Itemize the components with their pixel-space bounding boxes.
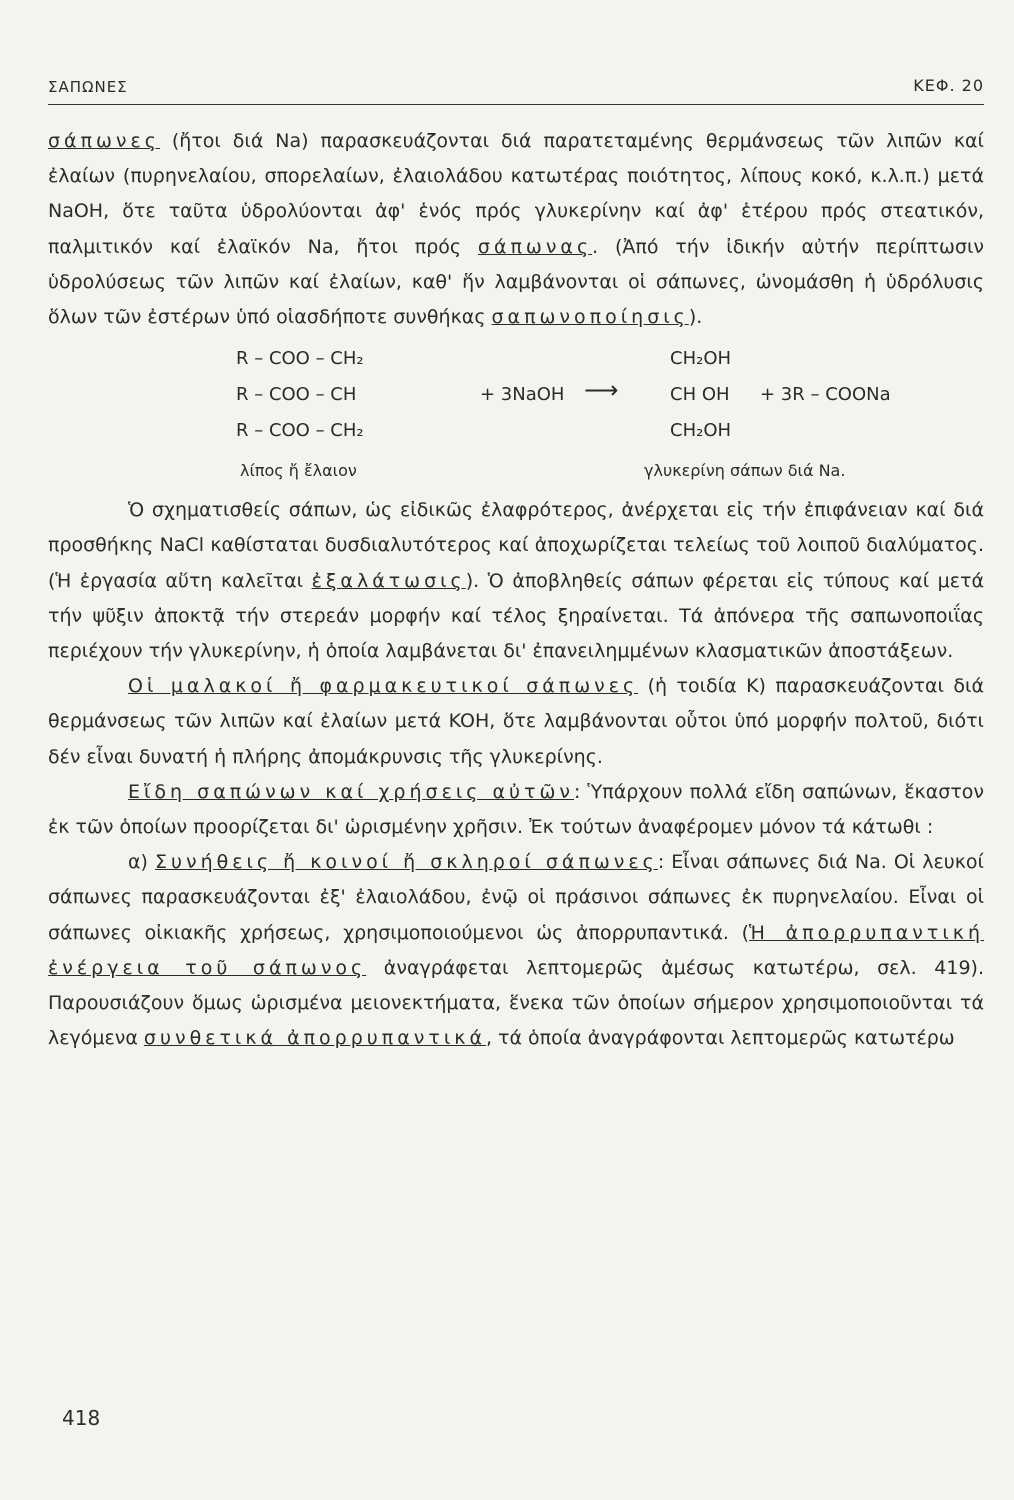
- paragraph-text: : Ὑπάρχουν πολλά εἴδη σαπώνων, ἕκαστον ἐκ τῶν ὁποίων προορίζεται δι' ὡρισμένην χρῆσιν. Ἐκ τούτων ἀναφέρομεν μόνον τά κάτωθι :: [48, 780, 984, 839]
- paragraph-text: (ἤτοι διά Na) παρασκευάζονται διά παρατεταμένης θερμάνσεως τῶν λιπῶν καί ἐλαίων (πυρηνελαίου, σπορελαίων, ἐλαιολάδου κατωτέρας ποιότητος, λίπους κοκό, κ.λ.π.) μετά NaOH, ὅτε ταῦτα ὑδρολύονται ἀφ' ἑνός πρός γλυκερίνην καί ἀφ' ἑτέρου πρός στεατικόν, παλμιτικόν καί ἐλαϊκόν Na, ἤτοι πρός: [48, 130, 984, 258]
- page-number: 418: [62, 1406, 101, 1430]
- paragraph-salting-out: [48, 493, 984, 669]
- term-salting-out: ἐξαλάτωσις: [311, 569, 466, 592]
- term-soaps: σάπωνες: [48, 130, 160, 152]
- term-hard-soaps: Συνήθεις ἤ κοινοί ἤ σκληροί σάπωνες: [154, 851, 658, 874]
- term-soft-soaps: Οἱ μαλακοί ἤ φαρμακευτικοί σάπωνες: [128, 675, 639, 698]
- saponification-reaction: [48, 337, 984, 489]
- paragraph-text: ἀναγράφεται λεπτομερῶς ἀμέσως κατωτέρω, σελ. 419). Παρουσιάζουν ὅμως ὡρισμένα μειονεκτήματα, ἕνεκα τῶν ὁποίων σήμερον χρησιμοποιοῦνται τά λεγόμενα: [48, 956, 985, 1050]
- reaction-arrow: ⟶: [584, 376, 619, 405]
- term-detergent-action: Ἡ ἀπορρυπαντική ἐνέργεια τοῦ σάπωνος: [48, 921, 984, 979]
- paragraph-hard-soaps: [48, 845, 984, 1056]
- paragraph-text: . (Ἀπό τήν ἰδικήν αὐτήν περίπτωσιν ὑδρολύσεως τῶν λιπῶν καί ἐλαίων, καθ' ἥν λαμβάνονται οἱ σάπωνες, ὠνομάσθη ἡ ὑδρόλυσις ὅλων τῶν ἐστέρων ὑπό οἱασδήποτε συνθήκας: [48, 235, 985, 329]
- product-soap: + 3R – COONa: [760, 384, 891, 406]
- page-header: [48, 74, 984, 105]
- paragraph-text: ). Ὁ ἀποβληθείς σάπων φέρεται εἰς τύπους καί μετά τήν ψῦξιν ἀποκτᾷ τήν στερεάν μορφήν καί τέλος ξηραίνεται. Τά ἀπόνερα τῆς σαπωνοποιΐας περιέχουν τήν γλυκερίνην, ἡ ὁποία λαμβάνεται δι' ἐπανειλημμένων κλασματικῶν ἀποστάξεων.: [48, 569, 984, 663]
- section-title: ΣΑΠΩΝΕΣ: [48, 78, 128, 96]
- term-synthetic-detergents: συνθετικά ἀπορρυπαντικά: [143, 1027, 486, 1050]
- paragraph-text: ).: [688, 306, 703, 329]
- term-saponification: σαπωνοποίησις: [491, 306, 689, 329]
- product-line-3: CH₂OH: [670, 420, 732, 442]
- term-soaps-acc: σάπωνας: [477, 235, 593, 258]
- reactant-line-2: R – COO – CH: [236, 384, 357, 406]
- paragraph-text: : Εἶναι σάπωνες διά Na. Οἱ λευκοί σάπωνες παρασκευάζονται ἐξ' ἐλαιολάδου, ἐνῷ οἱ πράσινοι σάπωνες ἐκ πυρηνελαίου. Εἶναι οἱ σάπωνες οἰκιακῆς χρήσεως, χρησιμοποιούμενοι ὡς ἀπορρυπαντικά. (: [48, 851, 984, 944]
- paragraph-text: , τά ὁποία ἀναγράφονται λεπτομερῶς κατωτέρω: [485, 1027, 955, 1050]
- reagent: + 3NaOH: [480, 384, 565, 406]
- paragraph-text: Ὁ σχηματισθείς σάπων, ὡς εἰδικῶς ἐλαφρότερος, ἀνέρχεται εἰς τήν ἐπιφάνειαν καί διά προσθήκης NaCl καθίσταται δυσδιαλυτότερος καί ἀποχωρίζεται τελείως τοῦ λοιποῦ διαλύματος. (Ἡ ἐργασία αὕτη καλεῖται: [48, 499, 984, 592]
- label-fat-oil: λίπος ἤ ἔλαιον: [240, 461, 357, 481]
- reactant-line-3: R – COO – CH₂: [236, 420, 364, 442]
- label-glycerin-soap: γλυκερίνη σάπων διά Na.: [644, 461, 846, 481]
- product-line-2: CH OH: [670, 384, 730, 406]
- product-line-1: CH₂OH: [670, 348, 732, 370]
- reactant-line-1: R – COO – CH₂: [236, 348, 364, 370]
- body-text: [48, 124, 984, 1056]
- chapter-label: ΚΕΦ. 20: [913, 76, 984, 95]
- paragraph-soap-types: [48, 775, 984, 845]
- paragraph-text: (ἡ τοιδία K) παρασκευάζονται διά θερμάνσεως τῶν λιπῶν καί ἐλαίων μετά KOH, ὅτε λαμβάνονται οὗτοι ὑπό μορφήν πολτοῦ, διότι δέν εἶναι δυνατή ἡ πλήρης ἀπομάκρυνσις τῆς γλυκερίνης.: [48, 675, 984, 768]
- paragraph-soft-soaps: [48, 669, 984, 775]
- term-soap-types: Εἴδη σαπώνων καί χρήσεις αὐτῶν: [128, 780, 574, 803]
- list-marker: α): [128, 851, 155, 874]
- paragraph-soaps-definition: [48, 124, 984, 335]
